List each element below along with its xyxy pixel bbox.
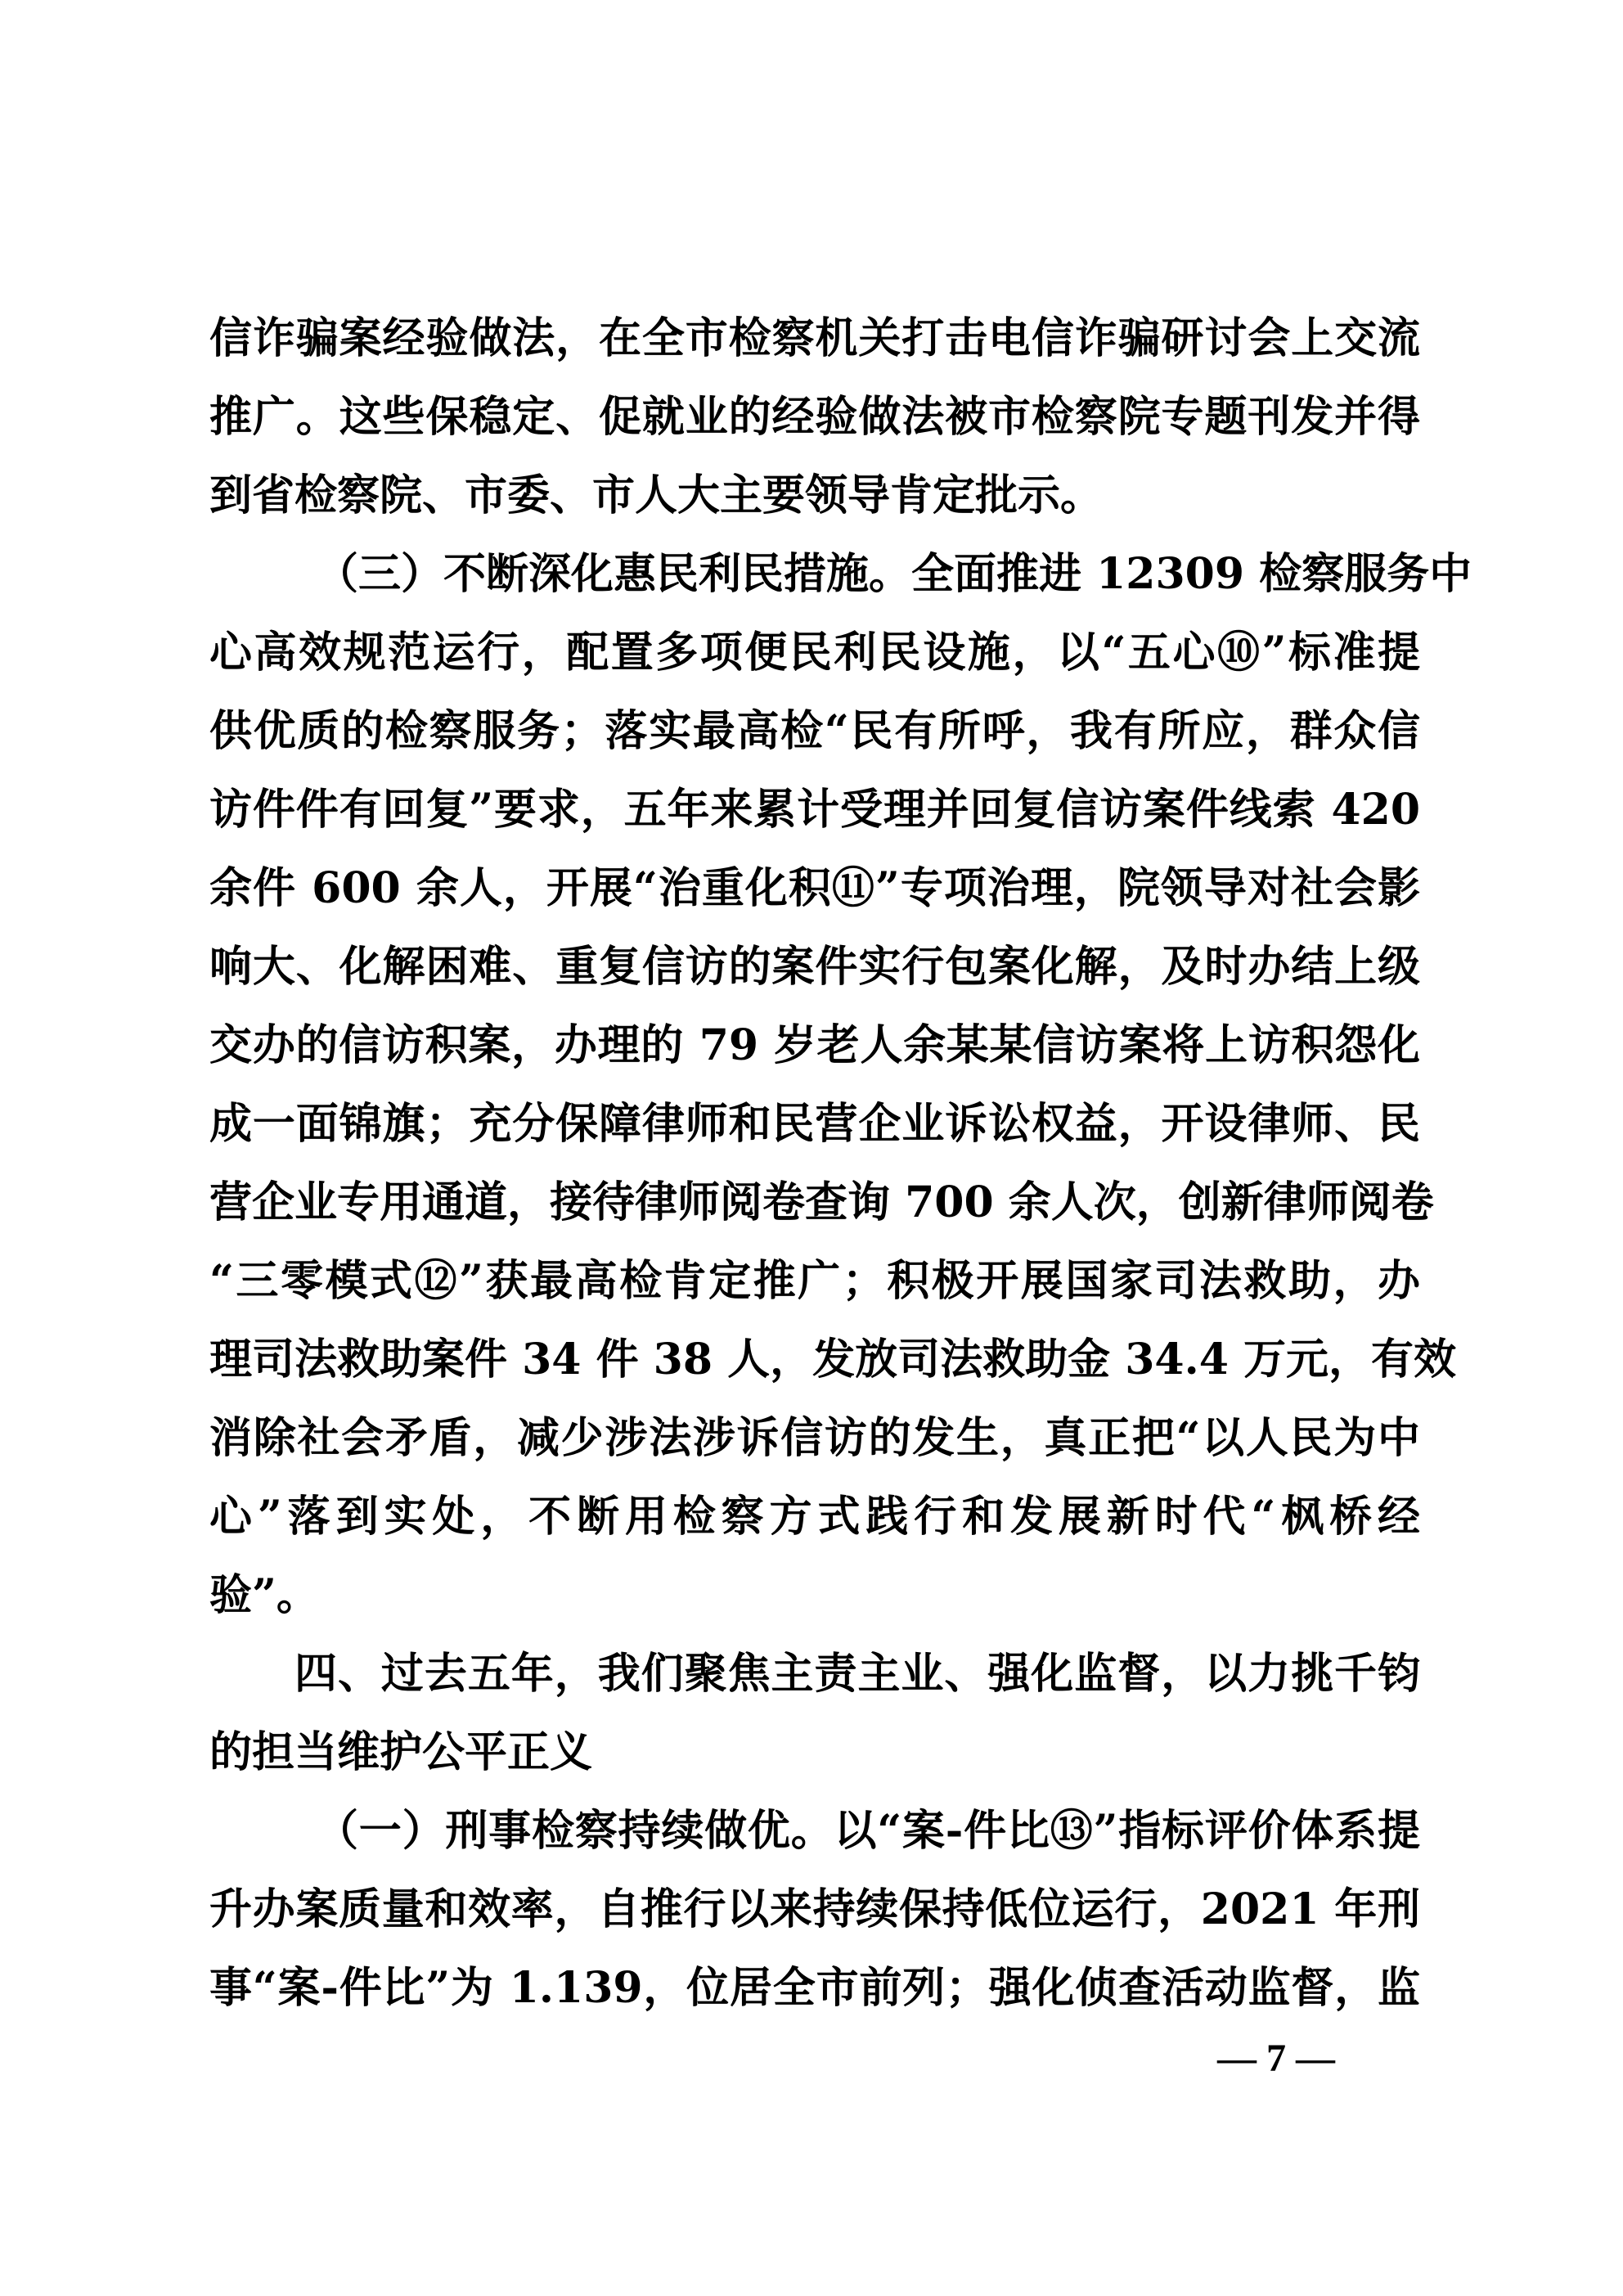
text-line: 理司法救助案件 34 件 38 人，发放司法救助金 34.4 万元，有效 [209, 1335, 1456, 1384]
chapter-heading-line: 四、过去五年，我们聚焦主责主业、强化监督，以力挑千钧 [294, 1649, 1420, 1699]
section-heading-line: （三）不断深化惠民利民措施。全面推进 12309 检察服务中 [316, 549, 1472, 599]
text-line: 验”。 [209, 1570, 319, 1620]
text-line: 成一面锦旗；充分保障律师和民营企业诉讼权益，开设律师、民 [209, 1099, 1420, 1149]
text-line: 升办案质量和效率，自推行以来持续保持低位运行，2021 年刑 [209, 1884, 1420, 1934]
text-line: 营企业专用通道，接待律师阅卷查询 700 余人次，创新律师阅卷 [209, 1177, 1434, 1227]
text-line: 事“案-件比”为 1.139，位居全市前列；强化侦查活动监督，监 [209, 1963, 1420, 2013]
chapter-heading-line: 的担当维护公平正义 [209, 1727, 593, 1777]
text-line: 供优质的检察服务；落实最高检“民有所呼，我有所应，群众信 [209, 706, 1420, 756]
text-line: 余件 600 余人，开展“治重化积⑪”专项治理，院领导对社会影 [209, 863, 1420, 913]
page-number: — 7 — [1217, 2037, 1335, 2080]
text-line: 心高效规范运行，配置多项便民利民设施，以“五心⑩”标准提 [209, 628, 1420, 678]
text-line: 信诈骗案经验做法，在全市检察机关打击电信诈骗研讨会上交流 [209, 313, 1420, 363]
text-line: “三零模式⑫”获最高检肯定推广；积极开展国家司法救助，办 [209, 1256, 1420, 1306]
text-line: 心”落到实处，不断用检察方式践行和发展新时代“枫桥经 [209, 1492, 1420, 1542]
section-heading-line: （一）刑事检察持续做优。以“案-件比⑬”指标评价体系提 [316, 1806, 1420, 1856]
text-line: 推广。这些保稳定、促就业的经验做法被市检察院专题刊发并得 [209, 392, 1420, 442]
text-line: 到省检察院、市委、市人大主要领导肯定批示。 [209, 470, 1104, 520]
text-line: 交办的信访积案，办理的 79 岁老人余某某信访案将上访积怨化 [209, 1020, 1420, 1070]
body-text [209, 299, 1472, 2028]
text-line: 访件件有回复”要求，五年来累计受理并回复信访案件线索 420 [209, 785, 1420, 835]
text-line: 响大、化解困难、重复信访的案件实行包案化解，及时办结上级 [209, 942, 1420, 992]
text-line: 消除社会矛盾，减少涉法涉诉信访的发生，真正把“以人民为中 [209, 1413, 1420, 1463]
